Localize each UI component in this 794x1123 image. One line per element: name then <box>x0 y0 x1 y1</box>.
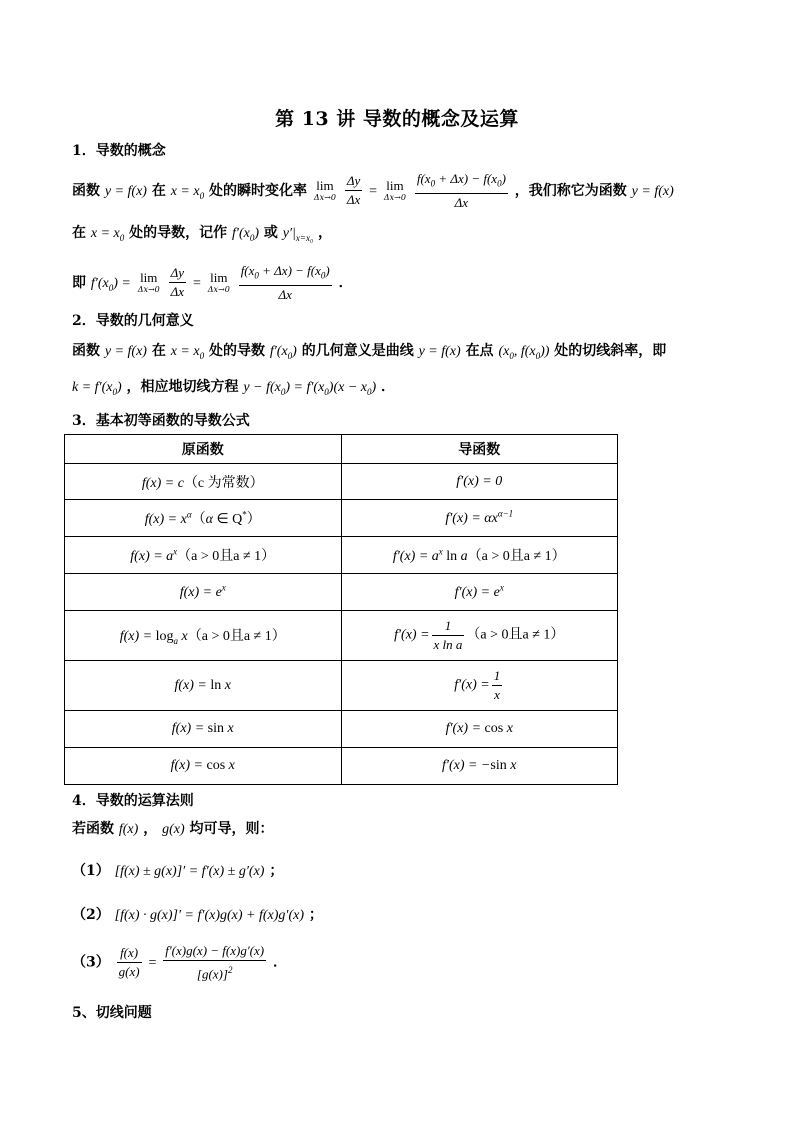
fraction: $\frac{f'(x)g(x) - f(x)g'(x)}{[g(x)]^2}$ <box>165 943 265 982</box>
text: ． <box>381 379 396 395</box>
fraction: $\frac{f(x)}{g(x)}$ <box>118 945 140 980</box>
fraction: $\frac{f(x_0 + \Delta x) - f(x_0)}{\Delta x}$ <box>240 263 330 302</box>
section-3-heading: 3．基本初等函数的导数公式 <box>72 413 250 429</box>
formula: y = f(x) <box>104 344 147 359</box>
fraction: $\frac{f(x_0 + \Delta x) - f(x_0)}{\Delta x}$ <box>416 171 506 210</box>
text: 在点 <box>465 343 494 359</box>
text: ． <box>273 954 287 971</box>
derivative-formula-table <box>64 434 618 785</box>
text: ， <box>143 821 158 837</box>
rule-1 <box>72 860 283 880</box>
table-row <box>65 574 618 611</box>
formula: y = f(x) <box>418 344 461 359</box>
formula: $y'|_{x=x_0}$ <box>282 226 314 243</box>
text: 均可导，则： <box>189 821 274 837</box>
table-cell: $f(x) = x^\alpha(\alpha$ ∈ Q*） <box>65 500 342 537</box>
text: 处的导数，记作 <box>129 225 228 241</box>
section-1-line-3: 即 $f'(x_0)$ = lim Δx→0 $\frac{\Delta y}{\Delta x}$ = lim Δx→0 $\frac{f(x_0 + \Delta x) - f(x_0)}{\Delta x}$ ． <box>72 263 353 302</box>
table-cell: f′(x) = $\frac{1}{\text{x ln a}}$ （a > 0且a ≠ 1） <box>341 611 618 661</box>
rule-2 <box>72 904 323 924</box>
text: ； <box>269 863 284 879</box>
fraction: $\frac{\Delta y}{\Delta x}$ <box>170 265 185 300</box>
text: ，相应地切线方程 <box>126 379 239 395</box>
table-cell: f(x) = cos x <box>65 748 342 785</box>
formula: y = f(x) <box>631 183 674 199</box>
condition: （a > 0且a ≠ 1） <box>467 549 566 564</box>
formula: g(x) <box>162 822 185 837</box>
condition: （a > 0且a ≠ 1） <box>177 549 276 564</box>
formula: [f(x) ± g(x)]′ = f′(x) ± g′(x) <box>114 864 265 879</box>
table-cell: f′(x) = 0 <box>341 464 618 500</box>
formula: $x = x_0$ <box>90 226 125 243</box>
text: ，我们称它为函数 <box>514 182 627 199</box>
text: 函数 <box>72 182 100 199</box>
section-4-heading: 4．导数的运算法则 <box>72 793 194 809</box>
lim-symbol: lim Δx→0 <box>137 269 160 294</box>
page-title: 第 13 讲 导数的概念及运算 <box>275 108 519 130</box>
note: （c 为常数） <box>183 475 264 491</box>
formula: $f'(x_0)$ = <box>90 275 131 293</box>
table-row <box>65 464 618 500</box>
table-cell: f′(x) = −sin x <box>341 748 618 785</box>
table-cell: f(x) = c（c 为常数） <box>65 464 342 500</box>
table-cell: $f(x) = e^x$ <box>65 574 342 611</box>
text: ， <box>317 225 332 241</box>
text: 在 <box>72 225 86 241</box>
formula: y = f(x) <box>104 183 147 199</box>
table-cell: $f'(x) = e^x$ <box>341 574 618 611</box>
table-cell: $f(x) = \log_a x(a > 0$且a ≠ 1） <box>65 611 342 661</box>
text: 的几何意义是曲线 <box>301 343 414 359</box>
text: 即 <box>72 274 86 291</box>
text: 或 <box>263 225 278 241</box>
table-cell: $f'(x) = a^x$ ln a（a > 0且a ≠ 1） <box>341 537 618 574</box>
section-1-line-1: 函数 y = f(x) 在 $x = x_0$ 处的瞬时变化率 lim Δx→0 $\frac{\Delta y}{\Delta x}$ = lim Δx→0 $\frac{f(x_0 + \Delta x) - f(x_0)}{\Delta x}$ ，我们称它为函数 y = f(x) <box>72 171 674 210</box>
text: ． <box>338 274 353 291</box>
table-cell: $f(x) = a^x(a > 0$且a ≠ 1） <box>65 537 342 574</box>
table-row <box>65 537 618 574</box>
text: 处的导数 <box>208 343 265 359</box>
formula: $f'(x_0)$ <box>269 344 297 361</box>
section-5-heading: 5、切线问题 <box>72 1005 152 1021</box>
section-2-line-2 <box>72 376 395 397</box>
rule-3: （3） $\frac{f(x)}{g(x)}$ = $\frac{f'(x)g(x) - f(x)g'(x)}{[g(x)]^2}$ ． <box>72 943 287 982</box>
formula: [f(x) · g(x)]′ = f′(x)g(x) + f(x)g′(x) <box>114 908 305 923</box>
table-row <box>65 500 618 537</box>
text: 若函数 <box>72 821 114 837</box>
text: 处的瞬时变化率 <box>208 182 307 199</box>
text: 在 <box>151 182 166 199</box>
table-cell: f(x) = sin x <box>65 711 342 748</box>
section-1-heading: 1．导数的概念 <box>72 143 166 159</box>
formula: $x = x_0$ <box>170 183 205 201</box>
table-row <box>65 711 618 748</box>
lim-symbol: lim Δx→0 <box>207 269 230 294</box>
table-cell: f′(x) = $\frac{1}{x}$ <box>341 661 618 711</box>
section-1-line-2 <box>72 222 332 243</box>
formula: $f'(x_0)$ <box>232 226 259 243</box>
table-row <box>65 748 618 785</box>
table-cell: f′(x) = cos x <box>341 711 618 748</box>
formula: $y - f(x_0) = f'(x_0)(x - x_0)$ <box>243 380 377 397</box>
table-row <box>65 661 618 711</box>
condition: （a > 0且a ≠ 1） <box>187 629 286 645</box>
section-2-line-1 <box>72 340 666 361</box>
lim-symbol: lim Δx→0 <box>383 177 406 202</box>
table-cell: $f'(x) = \alpha x^{\alpha-1}$ <box>341 500 618 537</box>
fraction: $\frac{\Delta y}{\Delta x}$ <box>346 173 361 208</box>
formula: ($x_0$, $f(x_0)$) <box>498 344 550 361</box>
label: （1） <box>72 863 110 879</box>
formula: $k = f'(x_0)$ <box>72 380 122 397</box>
text: 处的切线斜率，即 <box>554 343 667 359</box>
text: ； <box>308 907 323 923</box>
label: （2） <box>72 907 110 923</box>
table-cell: f(x) = ln x <box>65 661 342 711</box>
column-header-original: 原函数 <box>65 435 342 464</box>
formula: f(x) <box>118 822 139 837</box>
lim-symbol: lim Δx→0 <box>313 177 336 202</box>
text: 函数 <box>72 343 100 359</box>
text: 在 <box>151 343 166 359</box>
column-header-derivative: 导函数 <box>341 435 618 464</box>
table-row <box>65 611 618 661</box>
condition: （a > 0且a ≠ 1） <box>466 627 565 643</box>
label: （3） <box>72 954 110 971</box>
formula: $x = x_0$ <box>170 344 205 361</box>
section-2-heading: 2．导数的几何意义 <box>72 313 194 329</box>
table-header-row <box>65 435 618 464</box>
section-4-intro <box>72 818 273 838</box>
